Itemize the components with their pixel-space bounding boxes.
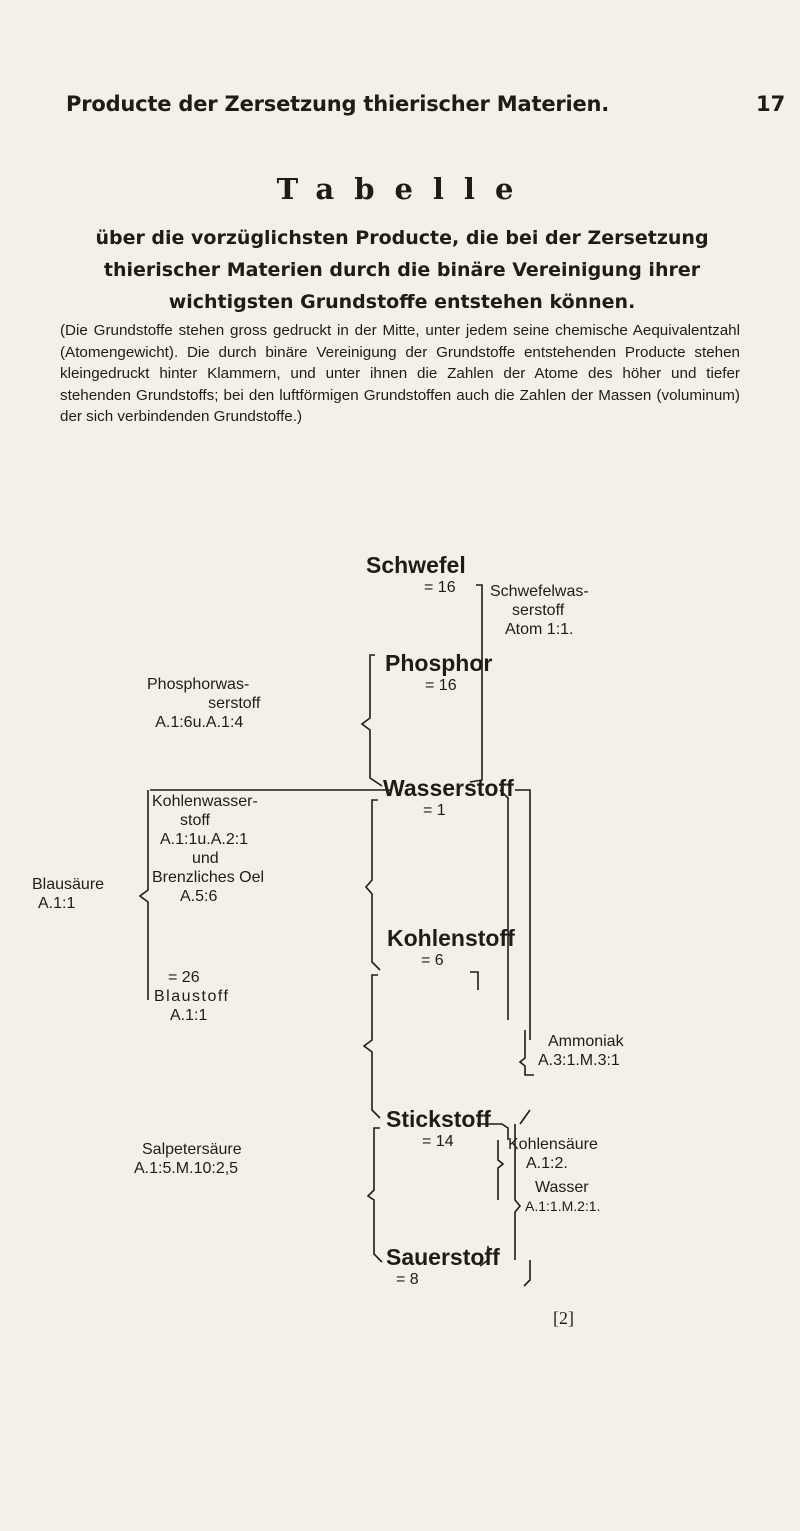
element-stickstoff (386, 1106, 491, 1151)
product-line: A.1:6u.A.1:4 (155, 714, 244, 731)
product-line: Blausäure (32, 876, 105, 893)
element-wasserstoff (383, 775, 514, 820)
element-weight: = 1 (423, 802, 446, 819)
element-schwefel (366, 552, 466, 597)
bracket-wasserstoff-ammoniak (500, 790, 508, 1020)
product-line: Kohlenwasser- (152, 793, 258, 810)
product-line: A.1:2. (526, 1155, 568, 1172)
product-blaustoff (154, 968, 229, 1025)
bracket-blaustoff (364, 975, 380, 1118)
product-line: stoff (180, 812, 210, 829)
product-line: A.1:1 (170, 1007, 208, 1024)
product-line: und (192, 850, 219, 867)
product-line: Wasser (535, 1179, 589, 1196)
element-weight: = 16 (424, 579, 456, 596)
bracket-kohlenwasserstoff-right (366, 800, 380, 970)
element-weight: = 14 (422, 1133, 454, 1150)
explanatory-note: (Die Grundstoffe stehen gross gedruckt in der Mitte, unter jedem seine chemische Aequivalentzahl (Atomengewicht). Die durch binäre Vereinigung der Grundstoffe entstehenden Producte stehen kleingedruckt hinter Klammern, und unter ihnen die Zahlen der Atome des höher und tiefer stehenden Grundstoffs; bei den luftförmigen Grundstoffen auch die Zahlen der Massen (voluminum) der sich verbindenden Grundstoffe.) (60, 322, 740, 425)
running-head: Producte der Zersetzung thierischer Materien. (66, 92, 610, 116)
bracket-blausaeure (140, 790, 148, 1000)
bracket-kohlenstoff (470, 972, 478, 990)
product-line: A.1:1 (38, 895, 76, 912)
product-kohlensaeure (508, 1135, 598, 1173)
product-line: serstoff (208, 695, 261, 712)
table-title: Tabelle (276, 172, 534, 206)
product-line: Schwefelwas- (490, 583, 589, 600)
product-blausaeure (32, 875, 104, 913)
product-line: A.1:1.M.2:1. (525, 1198, 601, 1214)
element-weight: = 8 (396, 1271, 419, 1288)
bracket-outer-right (515, 790, 530, 1040)
product-line: Brenzliches Oel (152, 869, 265, 886)
product-line: Atom 1:1. (505, 621, 574, 638)
product-line: Salpetersäure (142, 1141, 242, 1158)
element-kohlenstoff (387, 925, 515, 970)
product-schwefelwasserstoff (490, 582, 589, 639)
bracket-final (524, 1260, 530, 1286)
product-phosphorwasserstoff (147, 675, 370, 732)
product-salpetersaeure (134, 1140, 244, 1178)
product-ammoniak (538, 1032, 624, 1070)
product-line: Phosphorwas- (147, 676, 250, 693)
product-line: Blaustoff (154, 988, 230, 1005)
element-name: Wasserstoff (383, 775, 514, 801)
signature-mark: [2] (553, 1308, 574, 1328)
bracket-ammoniak (520, 1030, 534, 1075)
page-number: 17 (756, 92, 786, 116)
product-line: A.3:1.M.3:1 (538, 1052, 620, 1069)
element-weight: = 16 (425, 677, 457, 694)
bracket-salpetersaeure (368, 1128, 382, 1262)
product-line: Ammoniak (548, 1033, 624, 1050)
product-line: A.1:5.M.10:2,5 (134, 1160, 239, 1177)
product-kohlenwasserstoff (152, 792, 264, 906)
element-name: Kohlenstoff (387, 925, 515, 951)
product-line: Kohlensäure (508, 1136, 598, 1153)
table-subtitle: über die vorzüglichsten Producte, die bei der Zersetzung thierischer Materien durch die binäre Vereinigung ihrer wichtigsten Grundstoffe entstehen können. (95, 227, 709, 313)
element-name: Sauerstoff (386, 1244, 500, 1270)
element-name: Schwefel (366, 552, 466, 578)
product-line: serstoff (512, 602, 565, 619)
element-phosphor (385, 650, 492, 695)
product-line: = 26 (168, 969, 200, 986)
product-line: A.1:1u.A.2:1 (160, 831, 249, 848)
bracket-kohlensaeure (498, 1140, 503, 1200)
element-name: Phosphor (385, 650, 493, 676)
element-name: Stickstoff (386, 1106, 491, 1132)
product-wasser (525, 1178, 600, 1216)
element-weight: = 6 (421, 952, 444, 969)
product-line: A.5:6 (180, 888, 218, 905)
element-sauerstoff (386, 1244, 500, 1289)
